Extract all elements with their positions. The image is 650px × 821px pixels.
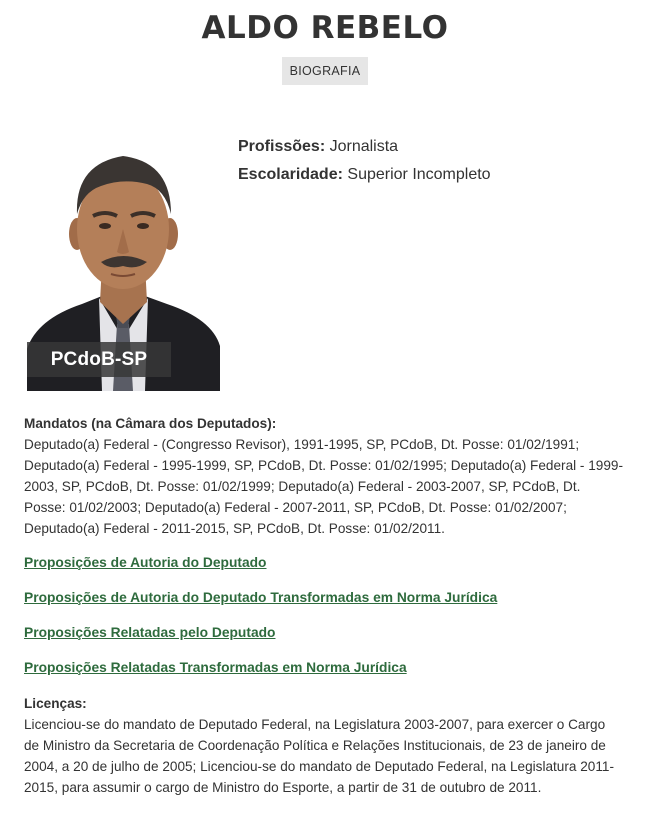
proposicoes-links <box>24 553 624 693</box>
mandatos-heading: Mandatos (na Câmara dos Deputados): <box>24 416 277 431</box>
licencas-text: Licenciou-se do mandato de Deputado Federal, na Legislatura 2003-2007, para exercer o Cargo de Ministro da Secretaria de Coordenação Política e Relações Institucionais, de 23 de janeiro de 2004, a 20 de julho de 2005; Licenciou-se do mandato de Deputado Federal, na Legislatura 2011-2015, para assumir o cargo de Ministro do Esporte, a partir de 31 de outubro de 2011. <box>24 717 614 795</box>
mandatos-section <box>24 413 624 539</box>
profissoes-value: Jornalista <box>329 138 399 155</box>
tab-biografia[interactable]: BIOGRAFIA <box>282 57 368 85</box>
escolaridade-row <box>238 161 491 189</box>
profile-info <box>238 133 491 189</box>
mandatos-text: Deputado(a) Federal - (Congresso Revisor), 1991-1995, SP, PCdoB, Dt. Posse: 01/02/1991; Deputado(a) Federal - 1995-1999, SP, PCdoB, Dt. Posse: 01/02/1995; Deputado(a) Federal - 1999-2003, SP, PCdoB, Dt. Posse: 01/02/1999; Deputado(a) Federal - 2003-2007, SP, PCdoB, Dt. Posse: 01/02/2003; Deputado(a) Federal - 2007-2011, SP, PCdoB, Dt. Posse: 01/02/2007; Deputado(a) Federal - 2011-2015, SP, PCdoB, Dt. Posse: 01/02/2011. <box>24 437 623 536</box>
escolaridade-label: Escolaridade: <box>238 166 343 183</box>
party-badge: PCdoB-SP <box>27 342 171 377</box>
link-proposicoes-relatadas[interactable]: Proposições Relatadas pelo Deputado <box>24 625 276 640</box>
link-proposicoes-autoria-transformadas[interactable]: Proposições de Autoria do Deputado Transformadas em Norma Jurídica <box>24 590 498 605</box>
licencas-heading: Licenças: <box>24 696 87 711</box>
link-proposicoes-relatadas-transformadas[interactable]: Proposições Relatadas Transformadas em Norma Jurídica <box>24 660 407 675</box>
profissoes-row <box>238 133 491 161</box>
link-proposicoes-autoria[interactable]: Proposições de Autoria do Deputado <box>24 555 267 570</box>
deputy-name: ALDO REBELO <box>201 10 449 46</box>
profissoes-label: Profissões: <box>238 138 326 155</box>
licencas-section <box>24 693 624 798</box>
escolaridade-value: Superior Incompleto <box>347 166 491 183</box>
